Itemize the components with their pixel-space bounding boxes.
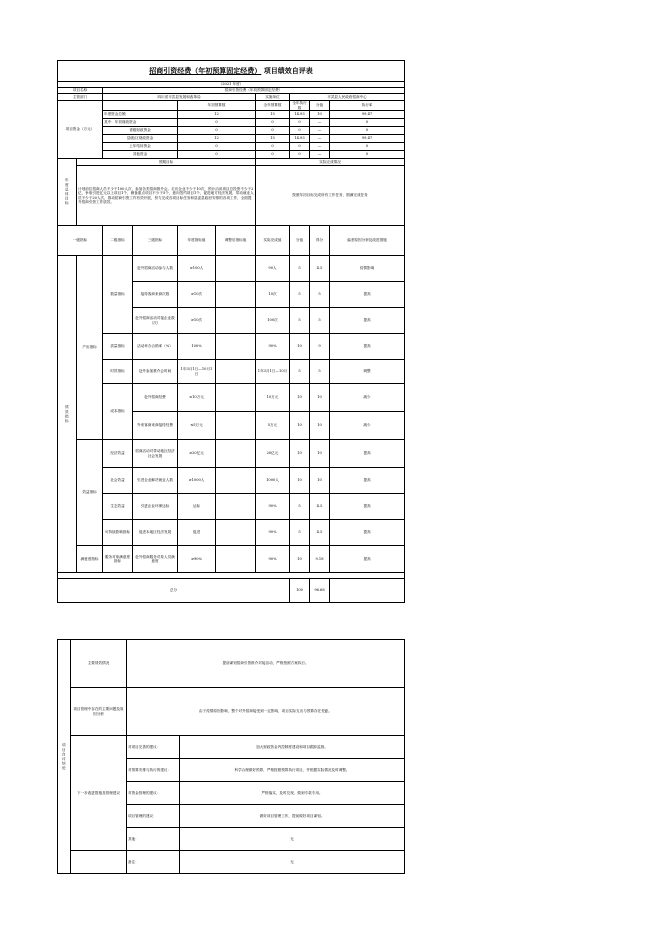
- table-cell: 100%: [178, 334, 216, 360]
- table-cell: [216, 520, 256, 546]
- table-cell: 10: [310, 384, 330, 412]
- table-cell: 15: [256, 111, 290, 119]
- table-cell: 5: [290, 256, 310, 282]
- table-cell: 社会效益: [103, 468, 133, 494]
- indicator-row: [58, 256, 405, 282]
- table-cell: 可持续影响指标: [103, 520, 133, 546]
- table-cell: 调整: [330, 360, 405, 384]
- table-cell: 赴外参加推介会时间: [133, 360, 178, 384]
- table-cell: 得分: [310, 226, 330, 256]
- effect-label: 效益指标: [77, 440, 103, 546]
- indicator-row: [58, 546, 405, 573]
- table-cell: [216, 412, 256, 440]
- table-cell: [216, 282, 256, 308]
- table-cell: 0: [178, 119, 256, 127]
- year-row: （2021 年度）: [58, 82, 405, 88]
- table-cell: 0: [178, 143, 256, 151]
- table-cell: 4.5: [310, 494, 330, 520]
- indicator-row: [58, 468, 405, 494]
- table-cell: 0: [256, 127, 290, 135]
- table-cell: 其他：: [127, 828, 180, 851]
- table-cell: 三级指标: [133, 226, 178, 256]
- table-cell: 5: [290, 282, 310, 308]
- table-cell: 20亿元: [256, 440, 290, 468]
- table-cell: 时效指标: [103, 360, 133, 384]
- total-label: 总分: [58, 579, 290, 603]
- table-cell: 10次: [256, 282, 290, 308]
- table-cell: 10: [310, 111, 330, 119]
- table-cell: 备注：: [127, 851, 180, 874]
- table-cell: 生态效益: [103, 494, 133, 520]
- table-cell: 质量指标: [103, 334, 133, 360]
- table-cell: 县级/区财政资金: [103, 135, 178, 143]
- table-cell: ≥90%: [178, 546, 216, 573]
- table-cell: 年度资金总额: [103, 111, 178, 119]
- table-cell: 9: [310, 334, 330, 360]
- project-name: 招商引资经费（年初预算固定经费）: [103, 88, 405, 94]
- table-cell: 上年结转资金: [103, 143, 178, 151]
- table-cell: 提高: [330, 546, 405, 573]
- table-cell: [216, 384, 256, 412]
- table-cell: 0: [290, 119, 310, 127]
- table-cell: 实际完成值: [256, 226, 290, 256]
- table-cell: 0: [290, 143, 310, 151]
- table-cell: —: [310, 151, 330, 159]
- table-cell: 提高: [330, 308, 405, 334]
- table-cell: ≥10次: [178, 308, 216, 334]
- satisfaction-label: 满意度指标: [77, 546, 103, 573]
- table-cell: 10: [290, 334, 310, 360]
- table-cell: 提高: [330, 334, 405, 360]
- table-cell: 偏差原因分析及改进措施: [330, 226, 405, 256]
- table-cell: 提高: [330, 520, 405, 546]
- indicator-header-row: [58, 226, 405, 256]
- table-cell: 5: [290, 360, 310, 384]
- table-cell: 0: [290, 151, 310, 159]
- total-score: 100: [290, 579, 310, 603]
- goals-actual: 按照年初目标完成所有工作任务，圆满完成任务: [256, 166, 405, 226]
- evaluation-form: [57, 60, 404, 874]
- table-cell: 4.5: [310, 256, 330, 282]
- table-cell: —: [310, 135, 330, 143]
- output-label: 产出指标: [77, 256, 103, 440]
- table-cell: 14.93: [290, 111, 310, 119]
- next-steps-label: 下一步改进措施及管理建议: [71, 736, 127, 851]
- table-cell: 10: [310, 468, 330, 494]
- project-name-label: 项目名称: [58, 88, 103, 94]
- table-cell: 无: [180, 828, 405, 851]
- table-cell: 90%: [256, 546, 290, 573]
- table-cell: 做好项目管理工作，提前做好项目谋划。: [180, 805, 405, 828]
- indicator-row: [58, 360, 405, 384]
- table-cell: [216, 494, 256, 520]
- table-cell: 达标: [178, 494, 216, 520]
- table-cell: 0: [330, 127, 405, 135]
- funds-row: [58, 143, 405, 151]
- total-got: 96.68: [310, 579, 330, 603]
- table-cell: 提高: [330, 468, 405, 494]
- table-cell: —: [310, 119, 330, 127]
- funds-header: 分值: [310, 101, 330, 111]
- table-cell: 提高: [330, 440, 405, 468]
- form-title: 招商引资经费（年初预算固定经费） 项目绩效自评表: [58, 61, 405, 82]
- table-cell: 成本指标: [103, 384, 133, 440]
- table-cell: 活动举办合格率（%）: [133, 334, 178, 360]
- table-cell: 疫情影响: [330, 256, 405, 282]
- table-cell: 经济效益: [103, 440, 133, 468]
- remark-row: [58, 851, 405, 874]
- conclusion-side-label: 项目自评结论: [58, 640, 71, 874]
- table-cell: [216, 256, 256, 282]
- table-cell: —: [310, 143, 330, 151]
- table-cell: 0: [256, 151, 290, 159]
- table-cell: 项目管理的建议：: [127, 805, 180, 828]
- table-cell: 减少: [330, 412, 405, 440]
- table-cell: 对项目完善的建议：: [127, 736, 180, 759]
- table-cell: 5: [310, 282, 330, 308]
- table-cell: 5: [290, 308, 310, 334]
- main-table: [57, 60, 405, 603]
- table-cell: 数量指标: [103, 256, 133, 334]
- table-cell: 5: [290, 520, 310, 546]
- table-cell: 其中：年初财政资金: [103, 119, 178, 127]
- table-cell: ≥100人: [178, 256, 216, 282]
- table-cell: 10: [290, 440, 310, 468]
- table-cell: 1年3月1日—10月: [256, 360, 290, 384]
- funds-header: 全年执行数: [290, 101, 310, 111]
- indicators-side-label: 绩效指标: [58, 256, 77, 573]
- table-cell: 0: [290, 127, 310, 135]
- table-cell: 1年3月1日—10月1日: [178, 360, 216, 384]
- main-performance-text: 提前谋划招商引资推介对接活动，严格按照方案执行。: [127, 640, 405, 688]
- table-cell: 12: [178, 111, 256, 119]
- funds-header: 全年预算数: [256, 101, 290, 111]
- table-cell: 10: [290, 468, 310, 494]
- table-cell: 对资金管理的建议：: [127, 782, 180, 805]
- table-cell: [216, 360, 256, 384]
- table-cell: 外来客商来商接待经费: [133, 412, 178, 440]
- table-cell: 赴外招商活动参与人数: [133, 256, 178, 282]
- funds-row: [58, 151, 405, 159]
- table-cell: 10: [290, 412, 310, 440]
- table-cell: 赴外招商经费: [133, 384, 178, 412]
- table-cell: [103, 101, 178, 111]
- table-cell: 5: [310, 308, 330, 334]
- goals-actual-header: 实际完成情况: [256, 159, 405, 166]
- table-cell: 100次: [256, 308, 290, 334]
- table-cell: 5万元: [256, 412, 290, 440]
- table-cell: ≥1000人: [178, 468, 216, 494]
- table-cell: 12: [178, 135, 256, 143]
- indicator-row: [58, 494, 405, 520]
- total-row: [58, 579, 405, 603]
- goals-plan: 计划前往招商人员不少于100人次，参加各类招商推介会。走访企业不少于10次，预计洽谈项目总投资不少于2亿，争取引进亿元以上项目1个，储备重点项目不少于5个，意向签约项目1个，促进地方经济发展，带动就业人员不少于20人次，推动招商引资工作有效开展，努力完成各项目标任务和县委县政府安排的各项工作，全面提升招商引资工作质效。: [77, 166, 256, 226]
- table-cell: 90%: [256, 520, 290, 546]
- table-cell: ≤5万元: [178, 412, 216, 440]
- table-cell: 99.47: [330, 111, 405, 119]
- table-cell: 0: [330, 151, 405, 159]
- table-cell: 10: [310, 412, 330, 440]
- table-cell: 接待客商来商次数: [133, 282, 178, 308]
- table-cell: 省级财政资金: [103, 127, 178, 135]
- table-cell: 严格落实，及时兑现，做到专款专用。: [180, 782, 405, 805]
- table-cell: —: [310, 127, 330, 135]
- table-cell: 对预算安排与执行的建议：: [127, 759, 180, 782]
- funds-row: [58, 119, 405, 127]
- table-cell: [216, 546, 256, 573]
- table-cell: 5: [290, 494, 310, 520]
- funds-header: 年初预算数: [178, 101, 256, 111]
- table-cell: ≤10万元: [178, 384, 216, 412]
- table-cell: [71, 851, 127, 874]
- advice-row: [58, 736, 405, 759]
- table-cell: 99.47: [330, 135, 405, 143]
- table-cell: 分值: [290, 226, 310, 256]
- table-cell: 一级指标: [58, 226, 103, 256]
- table-cell: 10: [290, 384, 310, 412]
- table-cell: 加大财政资金内控制度建设和项目跟踪监督。: [180, 736, 405, 759]
- table-cell: 0: [330, 119, 405, 127]
- table-cell: 引进企业解决就业人数: [133, 468, 178, 494]
- table-cell: 90%: [256, 334, 290, 360]
- table-cell: 14.93: [290, 135, 310, 143]
- funds-row: [58, 127, 405, 135]
- table-cell: [330, 579, 405, 603]
- conclusion-table: [57, 639, 405, 874]
- indicator-row: [58, 440, 405, 468]
- table-cell: 引进企业环保达标: [133, 494, 178, 520]
- table-cell: 赴外招商服务对象人员满意度: [133, 546, 178, 573]
- dept-label: 主管部门: [58, 94, 103, 101]
- table-cell: 二级指标: [103, 226, 133, 256]
- table-cell: 年度指标值: [178, 226, 216, 256]
- table-cell: [216, 440, 256, 468]
- table-cell: 9.18: [310, 546, 330, 573]
- goals-label: 年度总体目标: [58, 159, 77, 226]
- table-cell: 调整后指标值: [216, 226, 256, 256]
- table-cell: [216, 308, 256, 334]
- issue-label: 项目管理中存在的主要问题及原因分析: [71, 688, 127, 736]
- funds-label: 项目资金（万元）: [58, 101, 103, 159]
- impl-label: 实施单位: [256, 94, 290, 101]
- table-cell: 0: [330, 143, 405, 151]
- table-cell: 提高: [330, 494, 405, 520]
- table-cell: 无: [180, 851, 405, 874]
- funds-header: 执行率: [330, 101, 405, 111]
- table-cell: 赴外招商活动对接企业数（次）: [133, 308, 178, 334]
- main-performance-label: 主要绩效情况: [71, 640, 127, 688]
- table-cell: 促进本地区经济发展: [133, 520, 178, 546]
- table-cell: 促进: [178, 520, 216, 546]
- table-cell: 10: [290, 546, 310, 573]
- table-cell: 服务对象满意度指标: [103, 546, 133, 573]
- table-cell: 10万元: [256, 384, 290, 412]
- table-cell: 15: [256, 135, 290, 143]
- table-cell: ≥10次: [178, 282, 216, 308]
- table-cell: 0: [256, 119, 290, 127]
- table-cell: 0: [178, 127, 256, 135]
- table-cell: 科学合理做好预算，严格按照预算执行项目，并根据实际情况及时调整。: [180, 759, 405, 782]
- indicator-row: [58, 334, 405, 360]
- table-cell: 5: [310, 360, 330, 384]
- indicator-row: [58, 384, 405, 412]
- table-cell: 10: [310, 440, 330, 468]
- table-cell: 减少: [330, 384, 405, 412]
- table-cell: [216, 468, 256, 494]
- indicator-row: [58, 520, 405, 546]
- table-cell: 90%: [256, 494, 290, 520]
- funds-row: [58, 111, 405, 119]
- table-cell: 4.5: [310, 520, 330, 546]
- table-cell: ≥20亿元: [178, 440, 216, 468]
- issue-text: 由于疫情原因影响，整个对外招商接受到一定影响，项目实际支出与预算存在差距。: [127, 688, 405, 736]
- table-cell: 提高: [330, 282, 405, 308]
- table-cell: 1000人: [256, 468, 290, 494]
- dept: 四川省平武县发展和改革局: [103, 94, 256, 101]
- table-cell: 其他资金: [103, 151, 178, 159]
- funds-row: [58, 135, 405, 143]
- impl: 平武县人民政府招商中心: [290, 94, 405, 101]
- table-cell: 0: [256, 143, 290, 151]
- table-cell: 招商活动对带动地区经济社会发展: [133, 440, 178, 468]
- table-cell: 0: [178, 151, 256, 159]
- table-cell: [216, 334, 256, 360]
- table-cell: 90人: [256, 256, 290, 282]
- goals-plan-header: 预期目标: [77, 159, 256, 166]
